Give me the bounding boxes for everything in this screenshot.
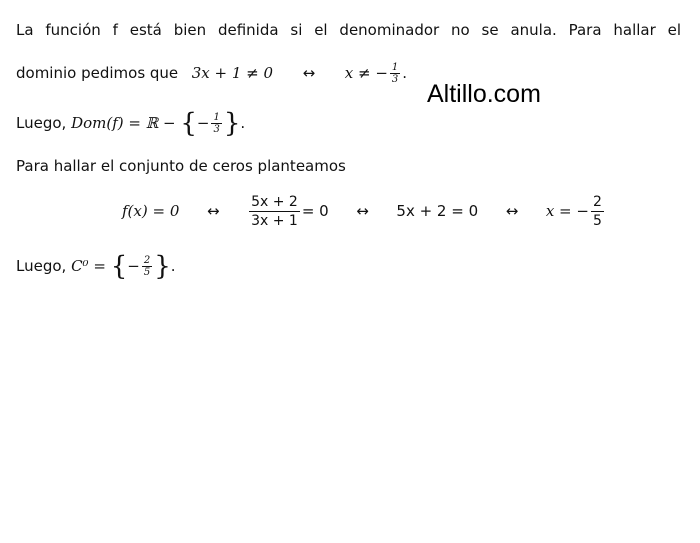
iff-arrow: ↔ (505, 202, 519, 220)
paragraph-domain-result (16, 108, 246, 139)
period: . (170, 257, 176, 275)
paragraph-domain-condition (16, 62, 407, 85)
period: . (402, 64, 408, 82)
set-brace-close: } (154, 251, 171, 282)
equals-zero: = 0 (301, 202, 329, 220)
paragraph-zeros-intro (16, 156, 346, 176)
zero-set-expression: C⁰ = (71, 257, 106, 275)
iff-arrow: ↔ (206, 202, 220, 220)
fraction-two-fifths (142, 255, 152, 278)
definition-text: La función f está bien definida si el denominador no se anula. Para hallar el (16, 21, 681, 39)
fraction-denominator: 3 (391, 74, 399, 85)
zeros-intro-text: Para hallar el conjunto de ceros planteamos (16, 157, 346, 175)
fraction-one-third (211, 112, 221, 135)
set-brace-close: } (223, 108, 241, 139)
function-fraction (249, 193, 300, 230)
luego-text: Luego, (16, 257, 67, 275)
fraction-denominator: 5 (143, 267, 151, 278)
fraction-numerator: 5x + 2 (251, 194, 298, 210)
luego-text: Luego, (16, 114, 67, 132)
numerator-equation: 5x + 2 = 0 (396, 202, 479, 220)
x-condition: x ≠ − (344, 64, 388, 82)
fraction-numerator: 2 (592, 194, 602, 210)
equation-zeros (122, 193, 606, 230)
watermark-logo: Altillo.com (427, 80, 541, 108)
iff-arrow: ↔ (356, 202, 369, 220)
minus-sign: − (196, 114, 210, 132)
domain-text: dominio pedimos que (16, 64, 179, 82)
fraction-numerator: 1 (391, 62, 399, 73)
fraction-denominator: 3x + 1 (251, 213, 298, 229)
fraction-one-third (390, 62, 400, 85)
paragraph-definition (16, 20, 681, 40)
fraction-denominator: 3 (213, 124, 220, 135)
fraction-numerator: 2 (143, 255, 151, 266)
paragraph-zeros-result (16, 251, 176, 282)
domain-expression: Dom(f) = ℝ − (71, 114, 176, 132)
set-brace-open: { (110, 251, 128, 282)
iff-arrow: ↔ (302, 64, 316, 82)
function-equals-zero: f(x) = 0 (122, 202, 180, 220)
fraction-numerator: 1 (213, 112, 220, 123)
fraction-denominator: 5 (592, 213, 602, 229)
solution-lhs: x = − (545, 202, 589, 220)
denominator-condition: 3x + 1 ≠ 0 (191, 64, 274, 82)
fraction-two-fifths (591, 193, 604, 230)
minus-sign: − (127, 257, 140, 275)
period: . (240, 114, 246, 132)
set-brace-open: { (180, 108, 197, 139)
